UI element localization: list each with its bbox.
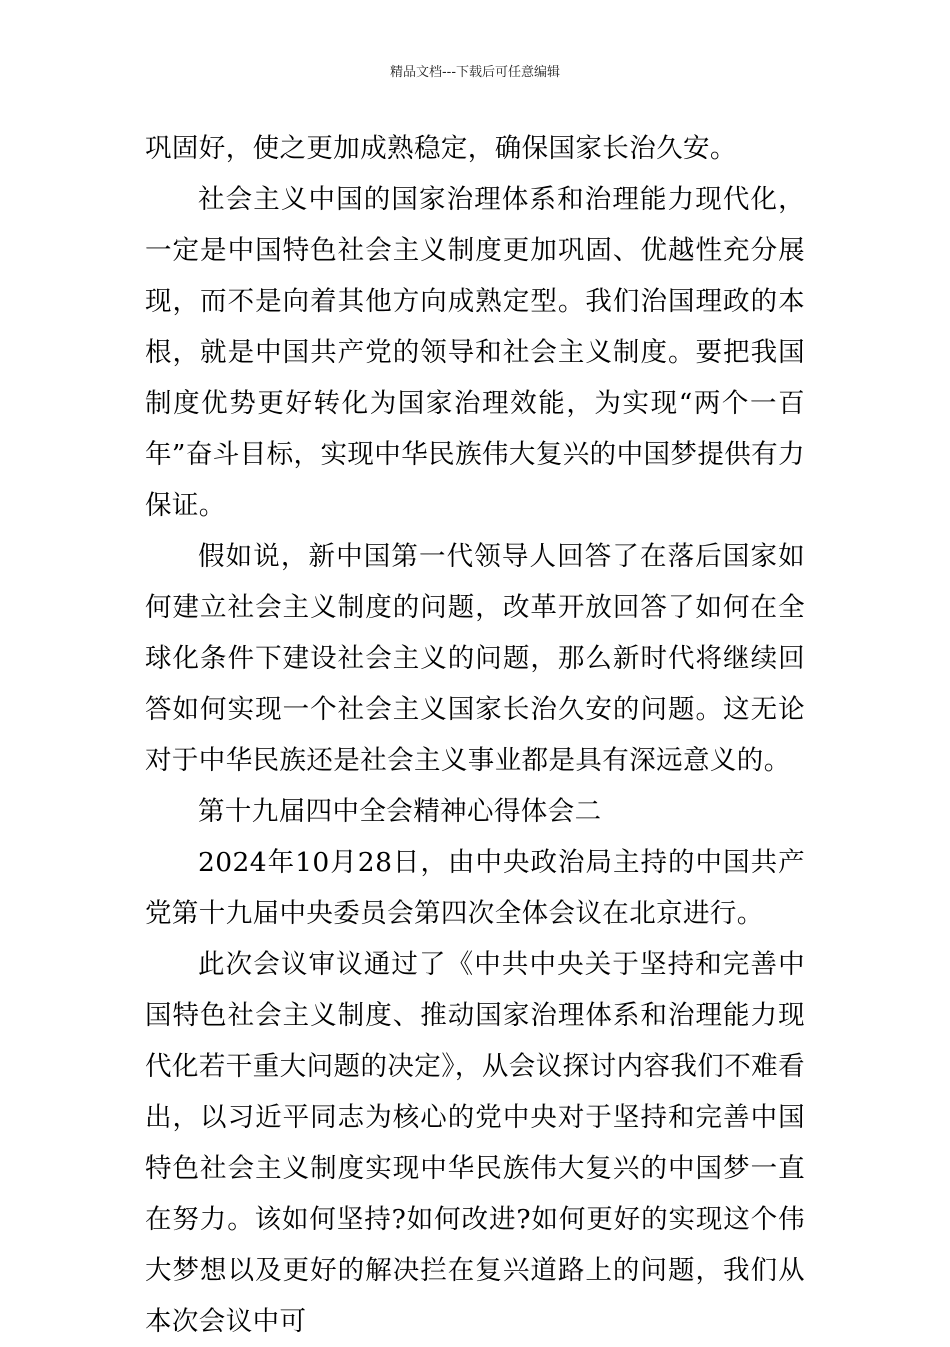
section-heading: 第十九届四中全会精神心得体会二 — [198, 796, 602, 827]
document-body — [145, 123, 805, 1347]
paragraph-continuation: 巩固好，使之更加成熟稳定，确保国家长治久安。 — [145, 133, 737, 164]
paragraph: 社会主义中国的国家治理体系和治理能力现代化，一定是中国特色社会主义制度更加巩固、优越性充分展现，而不是向着其他方向成熟定型。我们治国理政的本根，就是中国共产党的领导和社会主义制度。要把我国制度优势更好转化为国家治理效能，为实现“两个一百年”奋斗目标，实现中华民族伟大复兴的中国梦提供有力保证。 — [145, 184, 805, 521]
paragraph: 假如说，新中国第一代领导人回答了在落后国家如何建立社会主义制度的问题，改革开放回答了如何在全球化条件下建设社会主义的问题，那么新时代将继续回答如何实现一个社会主义国家长治久安的问题。这无论对于中华民族还是社会主义事业都是具有深远意义的。 — [145, 541, 805, 776]
page-header: 精品文档---下载后可任意编辑 — [389, 65, 561, 80]
paragraph: 此次会议审议通过了《中共中央关于坚持和完善中国特色社会主义制度、推动国家治理体系和治理能力现代化若干重大问题的决定》，从会议探讨内容我们不难看出，以习近平同志为核心的党中央对于坚持和完善中国特色社会主义制度实现中华民族伟大复兴的中国梦一直在努力。该如何坚持?如何改进?如何更好的实现这个伟大梦想以及更好的解决拦在复兴道路上的问题，我们从本次会议中可 — [145, 949, 805, 1337]
paragraph: 2024年10月28日，由中央政治局主持的中国共产党第十九届中央委员会第四次全体会议在北京进行。 — [145, 847, 805, 929]
